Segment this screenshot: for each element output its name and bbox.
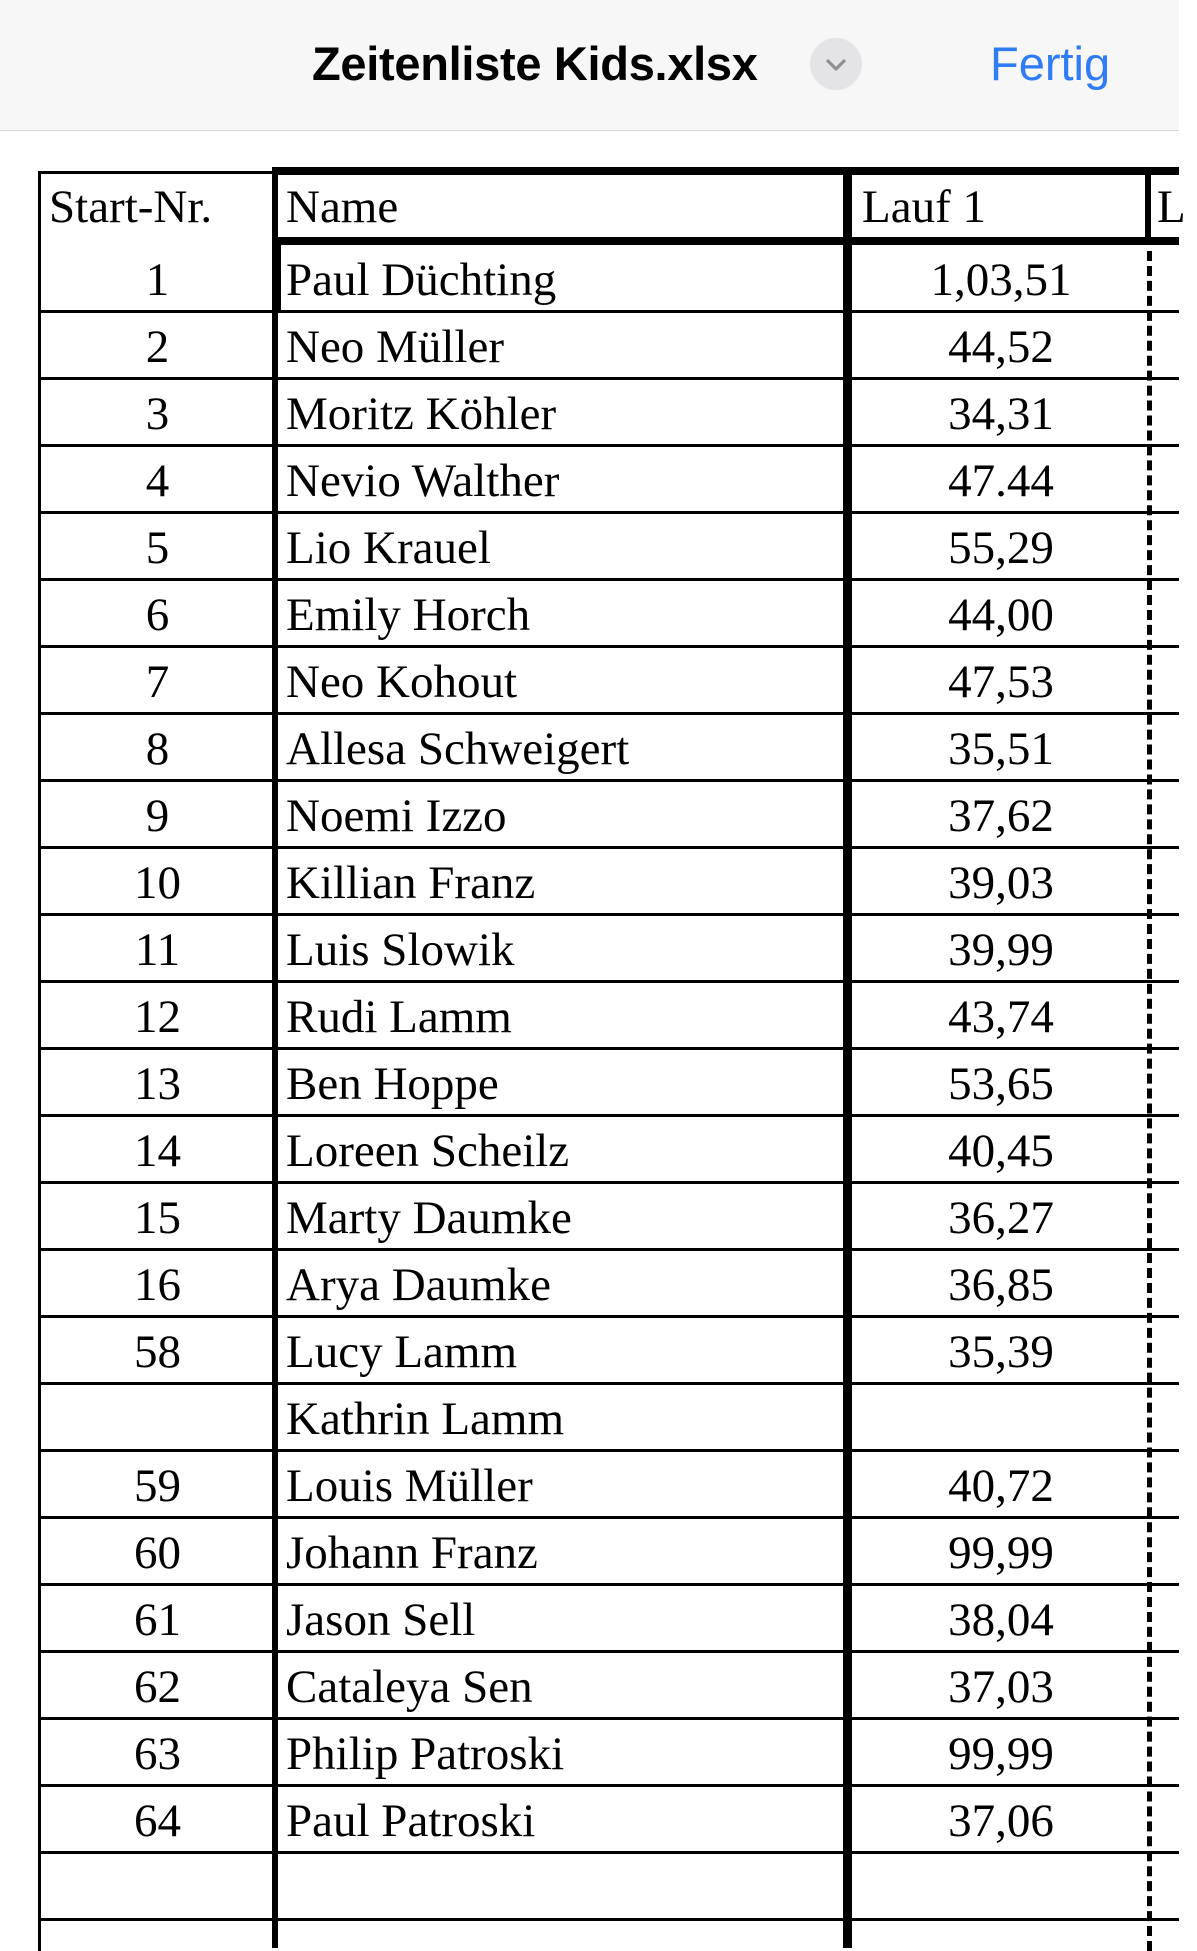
cell-start-nr[interactable]: 62 <box>134 1661 181 1713</box>
grid-line-row <box>38 1382 1179 1385</box>
cell-name[interactable]: Noemi Izzo <box>286 790 507 842</box>
cell-start-nr[interactable]: 1 <box>145 254 170 306</box>
cell-start-nr[interactable]: 63 <box>134 1728 181 1780</box>
grid-line-row <box>38 1717 1179 1720</box>
spreadsheet-grid[interactable] <box>0 131 1186 1937</box>
cell-lauf-1[interactable]: 34,31 <box>948 388 1054 440</box>
cell-lauf-1[interactable] <box>856 1386 1146 1453</box>
cell-name[interactable]: Luis Slowik <box>286 924 515 976</box>
document-title[interactable]: Zeitenliste Kids.xlsx <box>312 37 758 90</box>
cell-name[interactable]: Ben Hoppe <box>286 1058 499 1110</box>
grid-line-row <box>38 913 1179 916</box>
cell-start-nr[interactable]: 58 <box>134 1326 181 1378</box>
cell-name[interactable]: Marty Daumke <box>286 1192 572 1244</box>
cell-name[interactable]: Neo Kohout <box>286 656 518 708</box>
cell-name[interactable]: Killian Franz <box>286 857 536 909</box>
cell-lauf-1[interactable]: 36,27 <box>948 1192 1054 1244</box>
cell-name[interactable] <box>286 1855 836 1922</box>
grid-line-row <box>38 1583 1179 1586</box>
done-button[interactable]: Fertig <box>990 37 1111 90</box>
cell-lauf-1[interactable]: 36,85 <box>948 1259 1054 1311</box>
cell-start-nr[interactable] <box>40 1855 275 1922</box>
cell-lauf-1[interactable]: 99,99 <box>948 1527 1054 1579</box>
cell-lauf-1[interactable] <box>856 1855 1146 1922</box>
cell-lauf-1[interactable]: 99,99 <box>948 1728 1054 1780</box>
grid-line-row <box>38 1248 1179 1251</box>
cell-name[interactable]: Louis Müller <box>286 1460 533 1512</box>
grid-line-row <box>38 1114 1179 1117</box>
grid-line-row <box>38 846 1179 849</box>
cell-name[interactable]: Kathrin Lamm <box>286 1393 565 1445</box>
cell-start-nr[interactable]: 12 <box>134 991 181 1043</box>
cell-start-nr[interactable]: 15 <box>134 1192 181 1244</box>
document-header <box>0 0 1179 131</box>
cell-name[interactable]: Paul Düchting <box>286 254 557 306</box>
grid-line-row <box>38 779 1179 782</box>
cell-start-nr[interactable]: 2 <box>145 321 170 373</box>
cell-name[interactable]: Loreen Scheilz <box>286 1125 570 1177</box>
grid-line-row <box>38 511 1179 514</box>
cell-lauf-1[interactable]: 47.44 <box>948 455 1054 507</box>
selected-cell-border <box>272 241 281 311</box>
grid-line-row <box>38 1449 1179 1452</box>
cell-lauf-1[interactable]: 47,53 <box>948 656 1054 708</box>
cell-start-nr[interactable]: 9 <box>145 790 170 842</box>
grid-line-name-lauf <box>843 168 852 1948</box>
grid-line-row <box>38 712 1179 715</box>
cell-lauf-1[interactable]: 53,65 <box>948 1058 1054 1110</box>
cell-lauf-1[interactable]: 44,52 <box>948 321 1054 373</box>
grid-line-row <box>38 1315 1179 1318</box>
cell-name[interactable]: Nevio Walther <box>286 455 560 507</box>
cell-start-nr[interactable] <box>40 1386 275 1453</box>
cell-lauf-1[interactable]: 44,00 <box>948 589 1054 641</box>
title-menu-button[interactable] <box>810 38 862 90</box>
grid-line-row <box>38 1181 1179 1184</box>
cell-lauf-1[interactable]: 40,45 <box>948 1125 1054 1177</box>
cell-name[interactable]: Jason Sell <box>286 1594 476 1646</box>
cell-lauf-1[interactable]: 38,04 <box>948 1594 1054 1646</box>
grid-line-row <box>38 645 1179 648</box>
cell-name[interactable]: Rudi Lamm <box>286 991 512 1043</box>
cell-start-nr[interactable]: 5 <box>145 522 170 574</box>
cell-start-nr[interactable]: 14 <box>134 1125 181 1177</box>
grid-line-row <box>38 310 1179 313</box>
cell-start-nr[interactable]: 10 <box>134 857 181 909</box>
grid-line-row <box>38 1650 1179 1653</box>
cell-start-nr[interactable]: 6 <box>145 589 170 641</box>
grid-line-dashed <box>1147 251 1152 1951</box>
cell-name[interactable]: Arya Daumke <box>286 1259 551 1311</box>
cell-lauf-1[interactable]: 37,06 <box>948 1795 1054 1847</box>
cell-start-nr[interactable]: 61 <box>134 1594 181 1646</box>
grid-line-row <box>38 578 1179 581</box>
grid-line-row <box>38 444 1179 447</box>
column-header-lauf-1[interactable]: Lauf 1 <box>862 181 986 233</box>
cell-start-nr[interactable]: 64 <box>134 1795 181 1847</box>
cell-start-nr[interactable]: 13 <box>134 1058 181 1110</box>
cell-name[interactable]: Neo Müller <box>286 321 504 373</box>
grid-line-row <box>38 1516 1179 1519</box>
cell-lauf-1[interactable]: 1,03,51 <box>930 254 1072 306</box>
column-header-name[interactable]: Name <box>286 181 399 233</box>
cell-start-nr[interactable]: 60 <box>134 1527 181 1579</box>
cell-lauf-1[interactable]: 55,29 <box>948 522 1054 574</box>
cell-name[interactable]: Lio Krauel <box>286 522 491 574</box>
cell-name[interactable]: Lucy Lamm <box>286 1326 518 1378</box>
cell-start-nr[interactable]: 3 <box>145 388 170 440</box>
cell-start-nr[interactable]: 16 <box>134 1259 181 1311</box>
cell-start-nr[interactable]: 59 <box>134 1460 181 1512</box>
cell-lauf-1[interactable]: 43,74 <box>948 991 1054 1043</box>
cell-name[interactable]: Philip Patroski <box>286 1728 565 1780</box>
cell-name[interactable]: Moritz Köhler <box>286 388 557 440</box>
column-header-lauf-2[interactable]: L <box>1157 181 1186 233</box>
cell-lauf-1[interactable]: 39,99 <box>948 924 1054 976</box>
grid-line-row <box>38 1851 1179 1854</box>
chevron-down-icon <box>823 52 849 78</box>
grid-line-row <box>38 377 1179 380</box>
grid-line-row <box>38 1918 1179 1921</box>
cell-start-nr[interactable]: 4 <box>145 455 170 507</box>
cell-name[interactable]: Cataleya Sen <box>286 1661 533 1713</box>
grid-line-lauf-next <box>1145 168 1151 240</box>
cell-name[interactable]: Paul Patroski <box>286 1795 536 1847</box>
cell-name[interactable]: Johann Franz <box>286 1527 538 1579</box>
cell-start-nr[interactable]: 7 <box>145 656 170 708</box>
cell-lauf-1[interactable]: 35,51 <box>948 723 1054 775</box>
cell-start-nr[interactable]: 11 <box>134 924 181 976</box>
grid-line-row <box>38 1784 1179 1787</box>
grid-line-row <box>38 980 1179 983</box>
cell-name[interactable]: Emily Horch <box>286 589 531 641</box>
cell-lauf-1[interactable]: 37,03 <box>948 1661 1054 1713</box>
cell-start-nr[interactable]: 8 <box>145 723 170 775</box>
cell-lauf-1[interactable]: 37,62 <box>948 790 1054 842</box>
cell-lauf-1[interactable]: 39,03 <box>948 857 1054 909</box>
cell-name[interactable]: Allesa Schweigert <box>286 723 630 775</box>
column-header-start-nr[interactable]: Start-Nr. <box>49 181 213 233</box>
cell-lauf-1[interactable]: 35,39 <box>948 1326 1054 1378</box>
cell-lauf-1[interactable]: 40,72 <box>948 1460 1054 1512</box>
grid-line-row <box>38 1047 1179 1050</box>
